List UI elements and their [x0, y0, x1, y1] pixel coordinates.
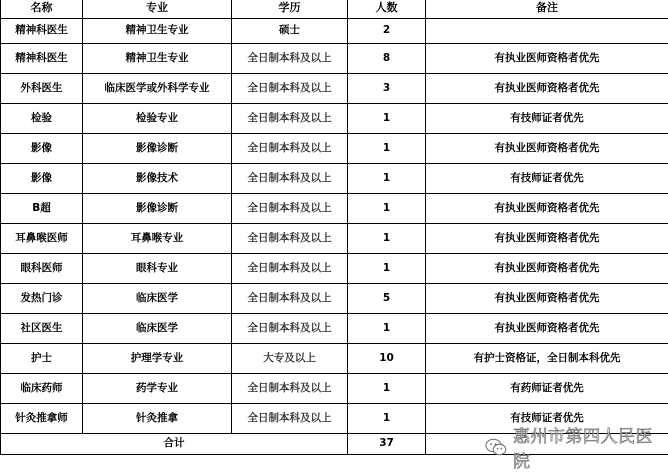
cell-count: 1: [348, 254, 426, 284]
cell-note: 有技师证者优先: [426, 404, 668, 434]
cell-name: 影像: [1, 164, 83, 194]
cell-count: 3: [348, 74, 426, 104]
total-count: 37: [348, 434, 426, 455]
cell-note: 有执业医师资格者优先: [426, 44, 668, 74]
table-row: [1, 164, 668, 194]
cell-count: 1: [348, 404, 426, 434]
cell-note: 有执业医师资格者优先: [426, 284, 668, 314]
cell-note: 有执业医师资格者优先: [426, 224, 668, 254]
cell-education: 全日制本科及以上: [232, 104, 348, 134]
total-note: [426, 434, 668, 455]
cell-major: 眼科专业: [83, 254, 232, 284]
cell-name: 针灸推拿师: [1, 404, 83, 434]
table-row: [1, 374, 668, 404]
cell-major: 临床医学: [83, 284, 232, 314]
total-row: [1, 434, 668, 455]
cell-count: 10: [348, 344, 426, 374]
cell-note: 有执业医师资格者优先: [426, 254, 668, 284]
cell-name: 精神科医生: [1, 19, 83, 44]
cell-education: 全日制本科及以上: [232, 314, 348, 344]
cell-name: 耳鼻喉医师: [1, 224, 83, 254]
cell-major: 精神卫生专业: [83, 44, 232, 74]
header-count: 人数: [348, 0, 426, 19]
cell-name: 发热门诊: [1, 284, 83, 314]
cell-education: 全日制本科及以上: [232, 284, 348, 314]
cell-major: 护理学专业: [83, 344, 232, 374]
table-row: [1, 224, 668, 254]
table-row: [1, 134, 668, 164]
table-header-row: [1, 0, 668, 19]
cell-note: [426, 19, 668, 44]
cell-major: 影像诊断: [83, 134, 232, 164]
cell-major: 影像技术: [83, 164, 232, 194]
cell-education: 硕士: [232, 19, 348, 44]
cell-name: 社区医生: [1, 314, 83, 344]
cell-name: 精神科医生: [1, 44, 83, 74]
cell-education: 大专及以上: [232, 344, 348, 374]
cell-major: 精神卫生专业: [83, 19, 232, 44]
table-row: [1, 344, 668, 374]
cell-count: 1: [348, 104, 426, 134]
header-note: 备注: [426, 0, 668, 19]
cell-count: 8: [348, 44, 426, 74]
cell-major: 针灸推拿: [83, 404, 232, 434]
cell-major: 耳鼻喉专业: [83, 224, 232, 254]
cell-education: 全日制本科及以上: [232, 134, 348, 164]
table-row: [1, 254, 668, 284]
cell-note: 有执业医师资格者优先: [426, 74, 668, 104]
table-row: [1, 19, 668, 44]
cell-education: 全日制本科及以上: [232, 374, 348, 404]
cell-name: 临床药师: [1, 374, 83, 404]
table-row: [1, 404, 668, 434]
cell-count: 5: [348, 284, 426, 314]
table-row: [1, 74, 668, 104]
header-education: 学历: [232, 0, 348, 19]
cell-education: 全日制本科及以上: [232, 164, 348, 194]
cell-note: 有药师证者优先: [426, 374, 668, 404]
cell-education: 全日制本科及以上: [232, 74, 348, 104]
cell-name: 外科医生: [1, 74, 83, 104]
cell-education: 全日制本科及以上: [232, 254, 348, 284]
table-row: [1, 104, 668, 134]
cell-count: 1: [348, 164, 426, 194]
table-row: [1, 284, 668, 314]
cell-note: 有护士资格证，全日制本科优先: [426, 344, 668, 374]
cell-note: 有执业医师资格者优先: [426, 134, 668, 164]
cell-education: 全日制本科及以上: [232, 224, 348, 254]
table-row: [1, 194, 668, 224]
cell-education: 全日制本科及以上: [232, 194, 348, 224]
total-label: 合计: [1, 434, 348, 455]
cell-major: 临床医学: [83, 314, 232, 344]
cell-note: 有执业医师资格者优先: [426, 194, 668, 224]
cell-major: 检验专业: [83, 104, 232, 134]
table-row: [1, 44, 668, 74]
cell-name: 护士: [1, 344, 83, 374]
cell-count: 1: [348, 374, 426, 404]
cell-major: 影像诊断: [83, 194, 232, 224]
cell-name: 检验: [1, 104, 83, 134]
header-name: 名称: [1, 0, 83, 19]
cell-note: 有技师证者优先: [426, 164, 668, 194]
cell-education: 全日制本科及以上: [232, 404, 348, 434]
cell-name: 眼科医师: [1, 254, 83, 284]
cell-name: 影像: [1, 134, 83, 164]
cell-count: 1: [348, 134, 426, 164]
cell-count: 1: [348, 224, 426, 254]
header-major: 专业: [83, 0, 232, 19]
cell-count: 1: [348, 314, 426, 344]
cell-note: 有技师证者优先: [426, 104, 668, 134]
cell-education: 全日制本科及以上: [232, 44, 348, 74]
cell-count: 1: [348, 194, 426, 224]
cell-note: 有执业医师资格者优先: [426, 314, 668, 344]
cell-name: B超: [1, 194, 83, 224]
cell-count: 2: [348, 19, 426, 44]
watermark-text: 惠州市第四人民医院: [513, 422, 668, 472]
table-row: [1, 314, 668, 344]
cell-major: 药学专业: [83, 374, 232, 404]
cell-major: 临床医学或外科学专业: [83, 74, 232, 104]
